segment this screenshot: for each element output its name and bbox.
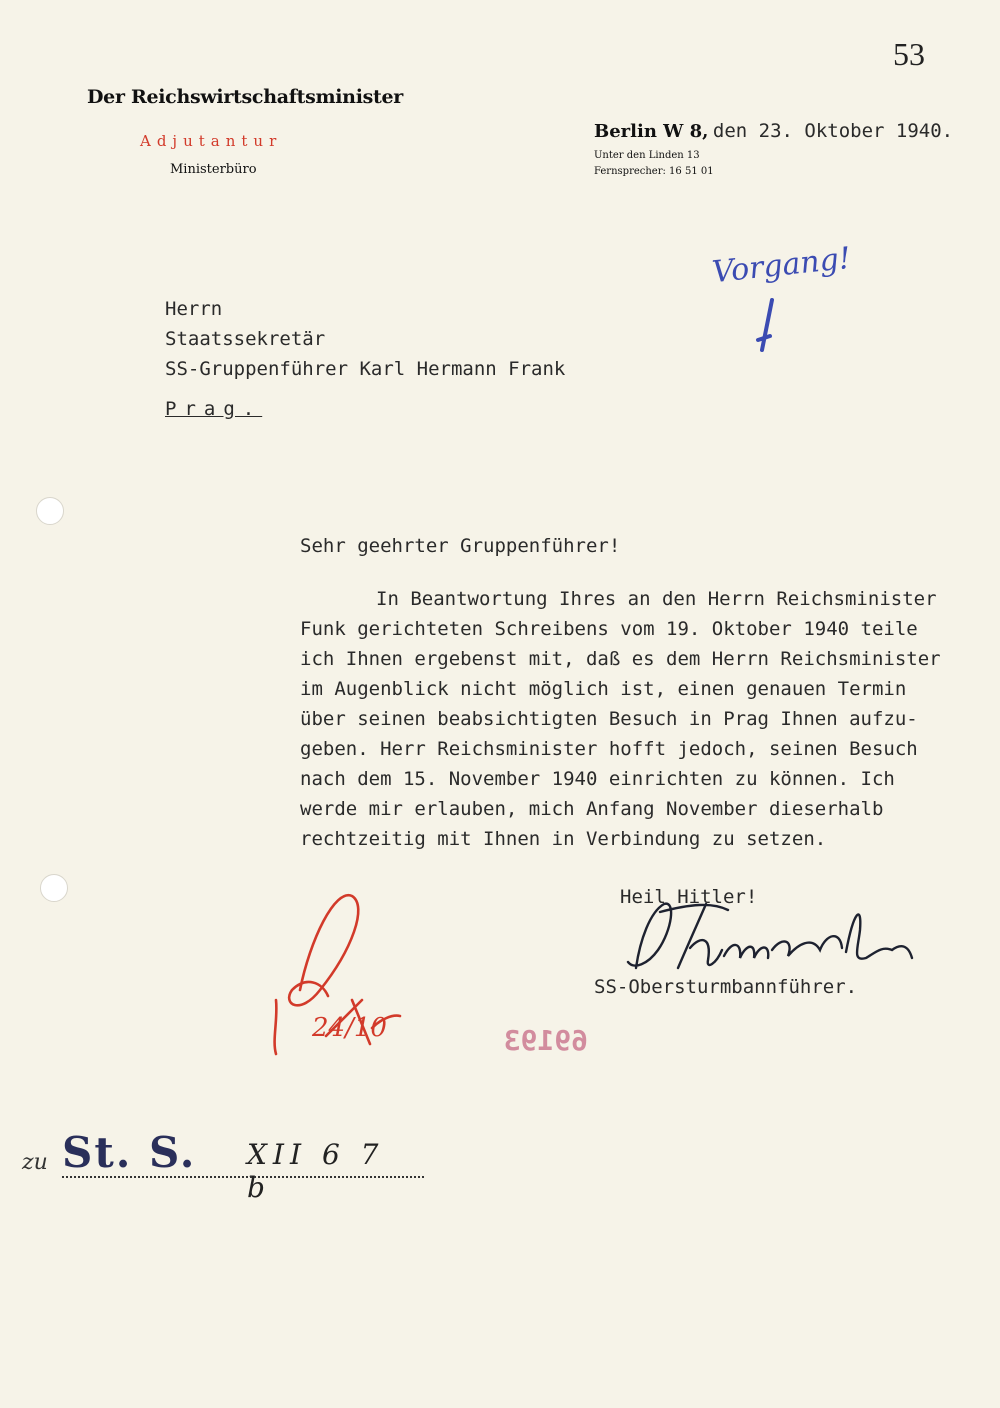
sender-phone: Fernsprecher: 16 51 01 [594, 166, 714, 177]
letterhead-title: Der Reichswirtschaftsminister [87, 86, 403, 108]
body-line: nach dem 15. November 1940 einrichten zu können. Ich [300, 768, 895, 790]
reference-mark [22, 1128, 422, 1204]
salutation: Sehr geehrter Gruppenführer! [300, 535, 621, 557]
page-number: 53 [893, 36, 925, 72]
place-city: Berlin W 8, [594, 121, 709, 142]
body-line: werde mir erlauben, mich Anfang November dieserhalb [300, 798, 884, 820]
body-line: im Augenblick nicht möglich ist, einen genauen Termin [300, 678, 907, 700]
recipient-line-1: Herrn [165, 298, 223, 320]
red-note-text: 24/10 [312, 1013, 387, 1043]
body-line: Funk gerichteten Schreibens vom 19. Oktober 1940 teile [300, 618, 918, 640]
recipient-line-2: Staatssekretär [165, 328, 326, 350]
body-line: In Beantwortung Ihres an den Herrn Reichsminister [376, 588, 937, 610]
punch-hole [40, 874, 68, 902]
punch-hole [36, 497, 64, 525]
body-line: ich Ihnen ergebenst mit, daß es dem Herrn Reichsminister [300, 648, 941, 670]
stamp-number: 69193 [503, 1024, 588, 1057]
faint-stamp [504, 1024, 588, 1057]
body-line: geben. Herr Reichsminister hofft jedoch, seinen Besuch [300, 738, 918, 760]
reference-prefix: zu [22, 1150, 48, 1175]
closing: Heil Hitler! [620, 886, 758, 908]
reference-underline [62, 1176, 424, 1178]
handwritten-note-top: Vorgang! [710, 240, 853, 291]
recipient-city: Prag. [165, 398, 263, 420]
sender-street: Unter den Linden 13 [594, 150, 700, 161]
body-line: über seinen beabsichtigten Besuch in Prag Ihnen aufzu- [300, 708, 918, 730]
letterhead-office: Ministerbüro [170, 162, 257, 177]
signature [628, 904, 912, 968]
letter-date: den 23. Oktober 1940. [712, 120, 954, 142]
reference-number: XII 6 7 b [247, 1138, 385, 1204]
body-line: rechtzeitig mit Ihnen in Verbindung zu setzen. [300, 828, 827, 850]
blue-check-mark [758, 300, 772, 350]
signatory-rank: SS-Obersturmbannführer. [594, 976, 858, 998]
recipient-line-3: SS-Gruppenführer Karl Hermann Frank [165, 358, 566, 380]
reference-code: St. S. [62, 1128, 197, 1177]
letterhead-department: Adjutantur [140, 132, 283, 150]
